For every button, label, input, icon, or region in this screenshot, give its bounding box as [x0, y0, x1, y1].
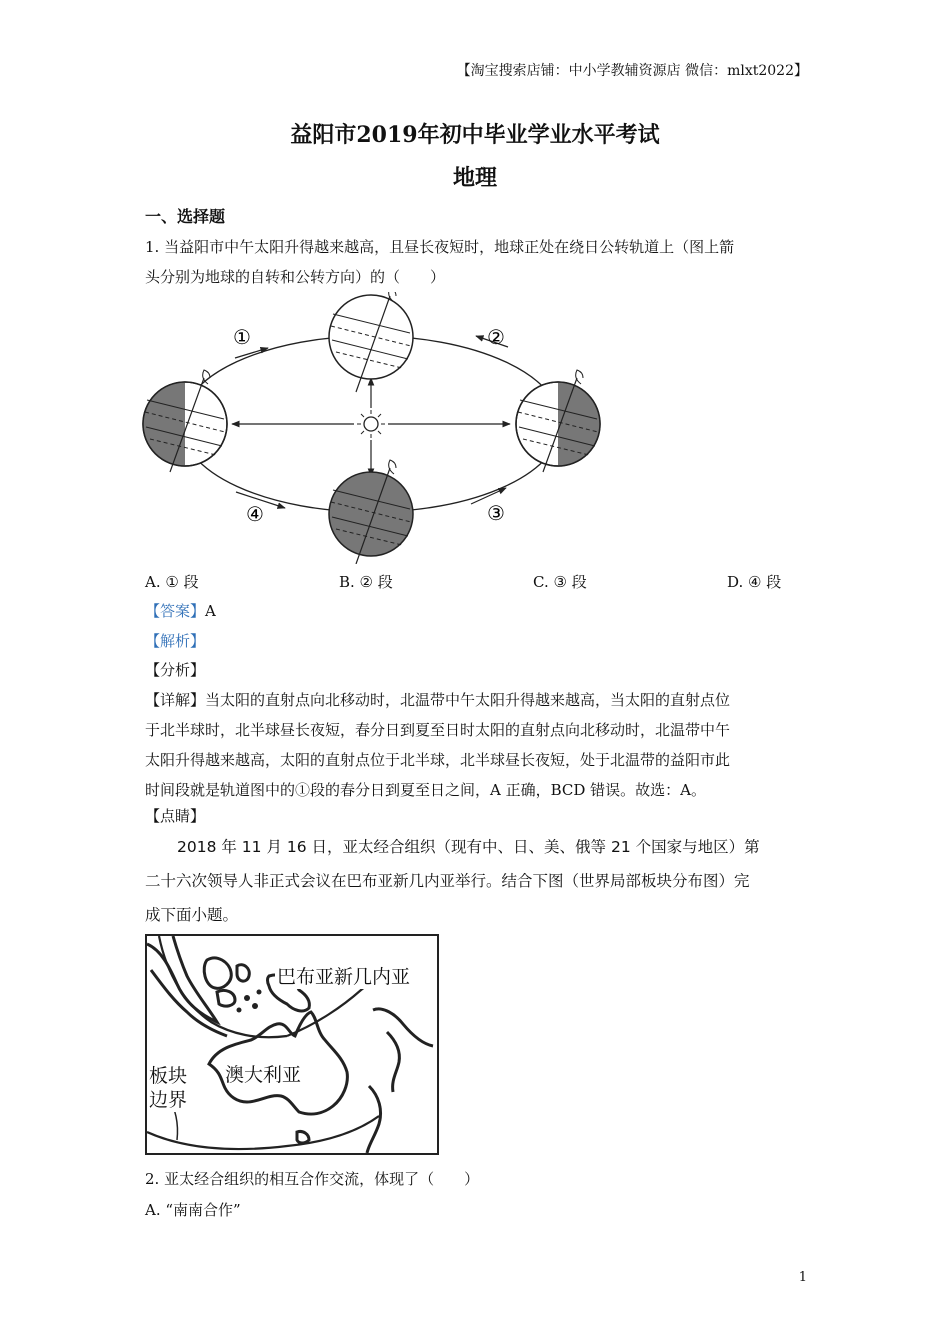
map-label-boundary-1: 板块 — [149, 1065, 188, 1087]
passage-line-2: 二十六次领导人非正式会议在巴布亚新几内亚举行。结合下图（世界局部板块分布图）完 — [145, 872, 750, 890]
earth-top — [329, 292, 413, 392]
detail-line-3: 太阳升得越来越高，太阳的直射点位于北半球，北半球昼长夜短，处于北温带的益阳市此 — [145, 751, 731, 769]
comment-tag: 【点睛】 — [145, 807, 206, 825]
question-1-stem — [145, 232, 807, 292]
question-2-stem: 2. 亚太经合组织的相互合作交流，体现了（ ） — [145, 1170, 480, 1188]
page-title: 益阳市2019年初中毕业学业水平考试 — [290, 122, 660, 148]
map-label-boundary-2: 边界 — [149, 1089, 188, 1111]
sun-icon — [357, 410, 385, 438]
option-b: B. ② 段 — [339, 573, 393, 591]
earth-bottom — [329, 460, 413, 564]
option-a: A. ① 段 — [145, 573, 199, 591]
passage-line-3: 成下面小题。 — [145, 906, 239, 924]
map-label-papua-new-guinea: 巴布亚新几内亚 — [275, 962, 412, 989]
segment-label-1: ① — [233, 325, 251, 349]
option-d: D. ④ 段 — [727, 573, 782, 591]
segment-label-4: ④ — [246, 502, 264, 526]
detail-line-1: 当太阳的直射点向北移动时，北温带中午太阳升得越来越高，当太阳的直射点位 — [205, 691, 731, 709]
question-1-line-1: 1. 当益阳市中午太阳升得越来越高，且昼长夜短时，地球正处在绕日公转轨道上（图上箭 — [145, 238, 735, 256]
plate-map — [145, 934, 439, 1155]
page-number: 1 — [798, 1270, 807, 1285]
passage-line-1: 2018 年 11 月 16 日，亚太经合组织（现有中、日、美、俄等 21 个国家与地区）第 — [177, 838, 760, 856]
answer-value: A — [205, 602, 216, 620]
detail-tag: 【详解】 — [145, 691, 206, 709]
map-label-australia: 澳大利亚 — [225, 1064, 302, 1086]
earth-left — [143, 370, 227, 472]
header-note: 【淘宝搜索店铺：中小学教辅资源店 微信：mlxt2022】 — [456, 63, 808, 79]
detail-line-2: 于北半球时，北半球昼长夜短，春分日到夏至日时太阳的直射点向北移动时，北温带中午 — [145, 721, 731, 739]
earth-orbit-diagram — [140, 292, 610, 564]
segment-label-3: ③ — [487, 501, 505, 525]
passage — [145, 830, 807, 932]
analysis-tag: 【解析】 — [145, 632, 206, 650]
question-2-option-a: A. “南南合作” — [145, 1201, 241, 1219]
question-1-line-2: 头分别为地球的自转和公转方向）的（ ） — [145, 268, 446, 286]
answer-tag: 【答案】 — [145, 602, 206, 620]
option-c: C. ③ 段 — [533, 573, 587, 591]
segment-label-2: ② — [487, 325, 505, 349]
section-heading: 一、选择题 — [145, 207, 226, 226]
earth-right — [516, 370, 600, 472]
fenxi-tag: 【分析】 — [145, 661, 206, 679]
page-subtitle: 地理 — [452, 165, 497, 191]
map-label-plate-boundary — [149, 1064, 187, 1112]
detail-block — [145, 685, 807, 805]
answer-line — [145, 596, 807, 626]
detail-line-4: 时间段就是轨道图中的①段的春分日到夏至日之间，A 正确，BCD 错误。故选：A。 — [145, 781, 707, 799]
